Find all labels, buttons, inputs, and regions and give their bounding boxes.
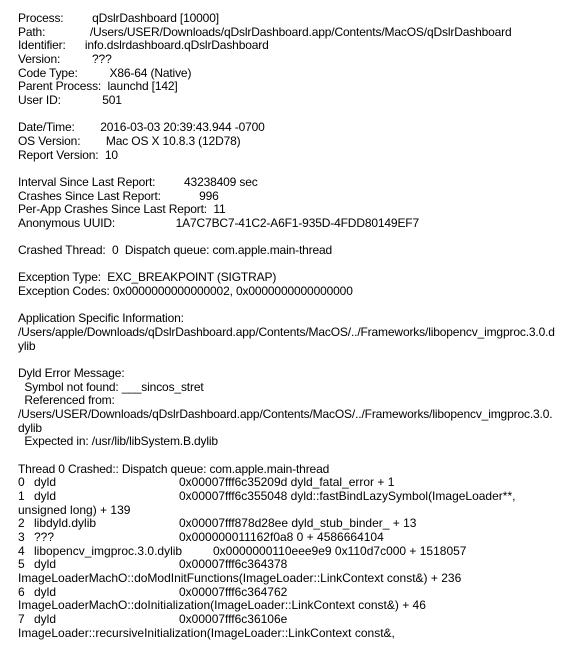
frame-address: 0x000000011162f0a8: [179, 529, 294, 544]
os-label: OS Version:: [18, 133, 81, 148]
frame-symbol: 0 + 4586664104: [293, 529, 384, 544]
frame-address: 0x00007fff6c36106e: [179, 611, 288, 626]
frame-symbol: dyld_stub_binder_ + 13: [288, 516, 417, 531]
frame-index: 6: [18, 584, 25, 599]
frame-row: [18, 558, 566, 585]
frame-library: dyld: [34, 488, 57, 503]
frame-address: 0x00007fff6c355048: [179, 488, 288, 503]
frame-address: 0x00007fff6c364762: [179, 584, 288, 599]
parent-label: Parent Process:: [18, 79, 102, 94]
userid-value: 501: [102, 92, 122, 107]
datetime-value: 2016-03-03 20:39:43.944 -0700: [100, 120, 265, 135]
frame-library: dyld: [34, 584, 57, 599]
frame-symbol: ImageLoaderMachO::doInitialization(ImageLoader::LinkContext const&) + 46: [18, 598, 426, 613]
frame-library: libdyld.dylib: [34, 516, 97, 531]
frame-address: 0x0000000110eee9e9: [213, 543, 332, 558]
frame-row: [18, 476, 566, 490]
frame-index: 2: [18, 516, 25, 531]
frame-address: 0x00007fff6c35209d: [179, 475, 288, 490]
dyld-referenced-line: Referenced from: /Users/USER/Downloads/qDslrDashboard.app/Contents/MacOS/../Frameworks/libopencv_imgproc.3.0.dylib: [18, 393, 553, 435]
codetype-label: Code Type:: [18, 65, 78, 80]
frame-index: 7: [18, 611, 25, 626]
identifier-value: info.dslrdashboard.qDslrDashboard: [84, 38, 269, 53]
dyld-symbol-line: Symbol not found: ___sincos_stret: [18, 379, 204, 394]
frame-index: 5: [18, 557, 25, 572]
app-info-title: Application Specific Information:: [18, 311, 184, 326]
userid-label: User ID:: [18, 92, 61, 107]
report-label: Report Version:: [18, 147, 99, 162]
frame-row: [18, 613, 566, 640]
frame-row: [18, 586, 566, 613]
perapp-label: Per-App Crashes Since Last Report:: [18, 202, 207, 217]
frame-index: 4: [18, 543, 25, 558]
codetype-value: X86-64 (Native): [109, 65, 192, 80]
frame-index: 1: [18, 488, 25, 503]
identifier-label: Identifier:: [18, 38, 66, 53]
frame-index: 3: [18, 529, 25, 544]
dyld-expected-line: Expected in: /usr/lib/libSystem.B.dylib: [18, 434, 218, 449]
frame-address: 0x00007fff878d28ee: [179, 516, 289, 531]
path-value: /Users/USER/Downloads/qDslrDashboard.app/Contents/MacOS/qDslrDashboard: [89, 24, 512, 39]
uuid-value: 1A7C7BC7-41C2-A6F1-935D-4FDD80149EF7: [175, 215, 420, 230]
frame-row: [18, 490, 566, 517]
datetime-line: [18, 121, 566, 135]
frame-symbol: dyld::fastBindLazySymbol(ImageLoader**, unsigned long) + 139: [18, 488, 516, 517]
crash-report: [18, 12, 566, 640]
datetime-label: Date/Time:: [18, 120, 75, 135]
report-value: 10: [104, 147, 118, 162]
crashed-thread-line: Crashed Thread: 0 Dispatch queue: com.apple.main-thread: [18, 243, 333, 258]
report-version-line: [18, 149, 566, 163]
exception-type-line: Exception Type: EXC_BREAKPOINT (SIGTRAP): [18, 270, 277, 285]
parent-process-line: [18, 80, 566, 94]
exception-codes-line: Exception Codes: 0x0000000000000002, 0x0000000000000000: [18, 284, 353, 299]
crashes-line: [18, 190, 566, 204]
version-value: ???: [92, 51, 112, 66]
frame-row: [18, 531, 566, 545]
interval-label: Interval Since Last Report:: [18, 174, 156, 189]
process-value: qDslrDashboard [10000]: [92, 11, 219, 25]
frame-symbol: dyld_fatal_error + 1: [287, 475, 395, 490]
userid-line: [18, 94, 566, 108]
frame-row: [18, 517, 566, 531]
process-line: [18, 12, 566, 26]
crashes-value: 996: [199, 188, 219, 203]
uuid-line: [18, 217, 566, 231]
frame-library: dyld: [34, 475, 57, 490]
thread0-title: Thread 0 Crashed:: Dispatch queue: com.apple.main-thread: [18, 461, 330, 476]
frame-row: [18, 545, 566, 559]
frame-address: 0x00007fff6c364378: [179, 557, 288, 572]
frame-symbol: ImageLoaderMachO::doModInitFunctions(ImageLoader::LinkContext const&) + 236: [18, 570, 462, 585]
version-label: Version:: [18, 51, 61, 66]
frame-library: dyld: [34, 611, 57, 626]
frame-library: ???: [34, 529, 55, 544]
frame-library: libopencv_imgproc.3.0.dylib: [34, 543, 183, 558]
os-value: Mac OS X 10.8.3 (12D78): [105, 133, 241, 148]
path-line: [18, 26, 566, 40]
dyld-title: Dyld Error Message:: [18, 366, 125, 381]
parent-value: launchd [142]: [107, 79, 178, 94]
identifier-line: [18, 39, 566, 53]
os-version-line: [18, 135, 566, 149]
interval-line: [18, 176, 566, 190]
frame-symbol: ImageLoader::recursiveInitialization(ImageLoader::LinkContext const&,: [18, 625, 395, 640]
frame-library: dyld: [34, 557, 57, 572]
version-line: [18, 53, 566, 67]
thread0-frames: [18, 476, 566, 640]
frame-index: 0: [18, 475, 25, 490]
app-info-body: /Users/apple/Downloads/qDslrDashboard.app/Contents/MacOS/../Frameworks/libopencv_imgproc.3.0.dylib: [18, 325, 555, 353]
perapp-value: 11: [213, 202, 226, 217]
uuid-label: Anonymous UUID:: [18, 215, 116, 230]
frame-symbol: 0x110d7c000 + 1518057: [331, 543, 467, 558]
perapp-line: [18, 203, 566, 217]
codetype-line: [18, 67, 566, 81]
path-label: Path:: [18, 24, 46, 39]
crashes-label: Crashes Since Last Report:: [18, 188, 161, 203]
interval-value: 43238409 sec: [184, 174, 258, 189]
process-label: Process:: [18, 11, 64, 25]
